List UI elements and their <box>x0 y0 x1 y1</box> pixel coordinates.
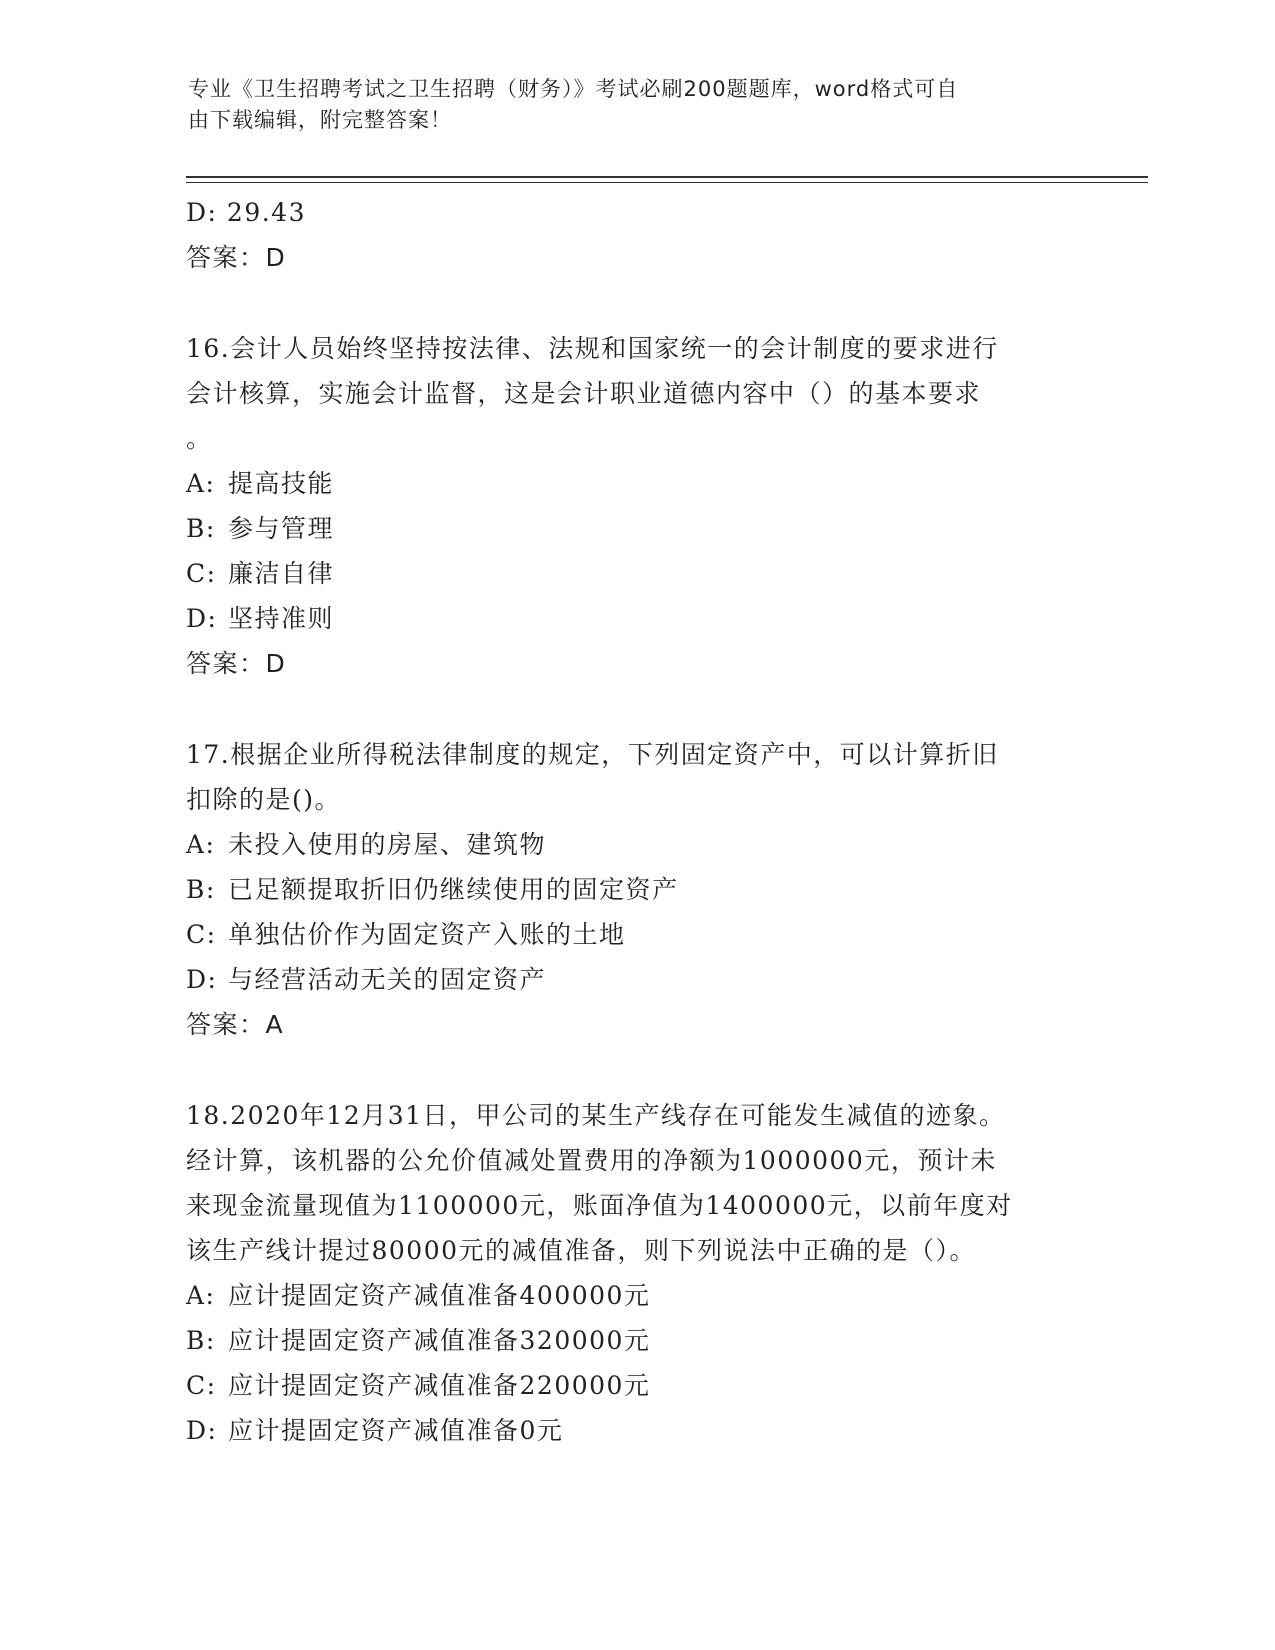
question-18-option-d <box>186 1408 1086 1453</box>
question-17-option-c <box>186 912 1086 957</box>
question-17-option-a <box>186 822 1086 867</box>
question-18-line: 该生产线计提过80000元的减值准备，则下列说法中正确的是（）。 <box>186 1236 977 1265</box>
question-16-line: 会计核算，实施会计监督，这是会计职业道德内容中（）的基本要求 <box>186 379 982 408</box>
question-18-option-b <box>186 1318 1086 1363</box>
header-line-1: 专业《卫生招聘考试之卫生招聘（财务）》考试必刷200题题库，word格式可自 <box>188 77 959 101</box>
document-header <box>188 74 1068 136</box>
header-divider-thick <box>186 176 1148 178</box>
question-17-option-d <box>186 957 1086 1002</box>
option-text: 应计提固定资产减值准备320000元 <box>228 1326 651 1355</box>
option-key: A: <box>186 1281 216 1310</box>
question-18-line: 经计算，该机器的公允价值减处置费用的净额为1000000元，预计未 <box>186 1146 997 1175</box>
option-text: 坚持准则 <box>228 604 335 633</box>
option-key: C: <box>186 559 217 588</box>
question-17 <box>186 732 1086 1047</box>
question-16-answer: 答案：D <box>186 649 287 678</box>
option-text: 应计提固定资产减值准备220000元 <box>228 1371 651 1400</box>
question-18-option-a <box>186 1273 1086 1318</box>
option-text: 参与管理 <box>228 514 335 543</box>
option-key: A: <box>186 830 216 859</box>
option-text: 与经营活动无关的固定资产 <box>228 965 547 994</box>
option-key: A: <box>186 469 216 498</box>
prev-answer: 答案：D <box>186 243 287 272</box>
option-key: B: <box>186 514 216 543</box>
option-text: 已足额提取折旧仍继续使用的固定资产 <box>228 875 679 904</box>
question-16-line: 。 <box>186 424 213 453</box>
question-17-line: 扣除的是()。 <box>186 785 342 814</box>
option-key: D: <box>186 965 218 994</box>
question-17-option-b <box>186 867 1086 912</box>
option-key: D: <box>186 1416 218 1445</box>
question-17-answer: 答案：A <box>186 1010 285 1039</box>
header-line-2: 由下载编辑，附完整答案！ <box>188 108 452 132</box>
option-key: C: <box>186 920 217 949</box>
option-key: D: <box>186 604 218 633</box>
question-18-line: 来现金流量现值为1100000元，账面净值为1400000元，以前年度对 <box>186 1191 1013 1220</box>
question-body <box>186 190 1086 1453</box>
question-16-option-a <box>186 461 1086 506</box>
question-18-line: 18.2020年12月31日，甲公司的某生产线存在可能发生减值的迹象。 <box>186 1101 1006 1130</box>
option-key: B: <box>186 1326 216 1355</box>
question-17-line: 17.根据企业所得税法律制度的规定，下列固定资产中，可以计算折旧 <box>186 740 999 769</box>
option-text: 单独估价作为固定资产入账的土地 <box>228 920 626 949</box>
option-text: 廉洁自律 <box>228 559 335 588</box>
prev-option-d: D: 29.43 <box>186 198 306 227</box>
option-text: 应计提固定资产减值准备0元 <box>228 1416 564 1445</box>
question-16-option-d <box>186 596 1086 641</box>
question-16-option-b <box>186 506 1086 551</box>
option-key: B: <box>186 875 216 904</box>
option-text: 应计提固定资产减值准备400000元 <box>228 1281 651 1310</box>
question-18 <box>186 1093 1086 1453</box>
question-18-option-c <box>186 1363 1086 1408</box>
question-16-option-c <box>186 551 1086 596</box>
header-divider-thin <box>186 182 1148 183</box>
option-text: 未投入使用的房屋、建筑物 <box>228 830 547 859</box>
option-text: 提高技能 <box>228 469 335 498</box>
question-16-line: 16.会计人员始终坚持按法律、法规和国家统一的会计制度的要求进行 <box>186 334 999 363</box>
question-16 <box>186 326 1086 686</box>
option-key: C: <box>186 1371 217 1400</box>
